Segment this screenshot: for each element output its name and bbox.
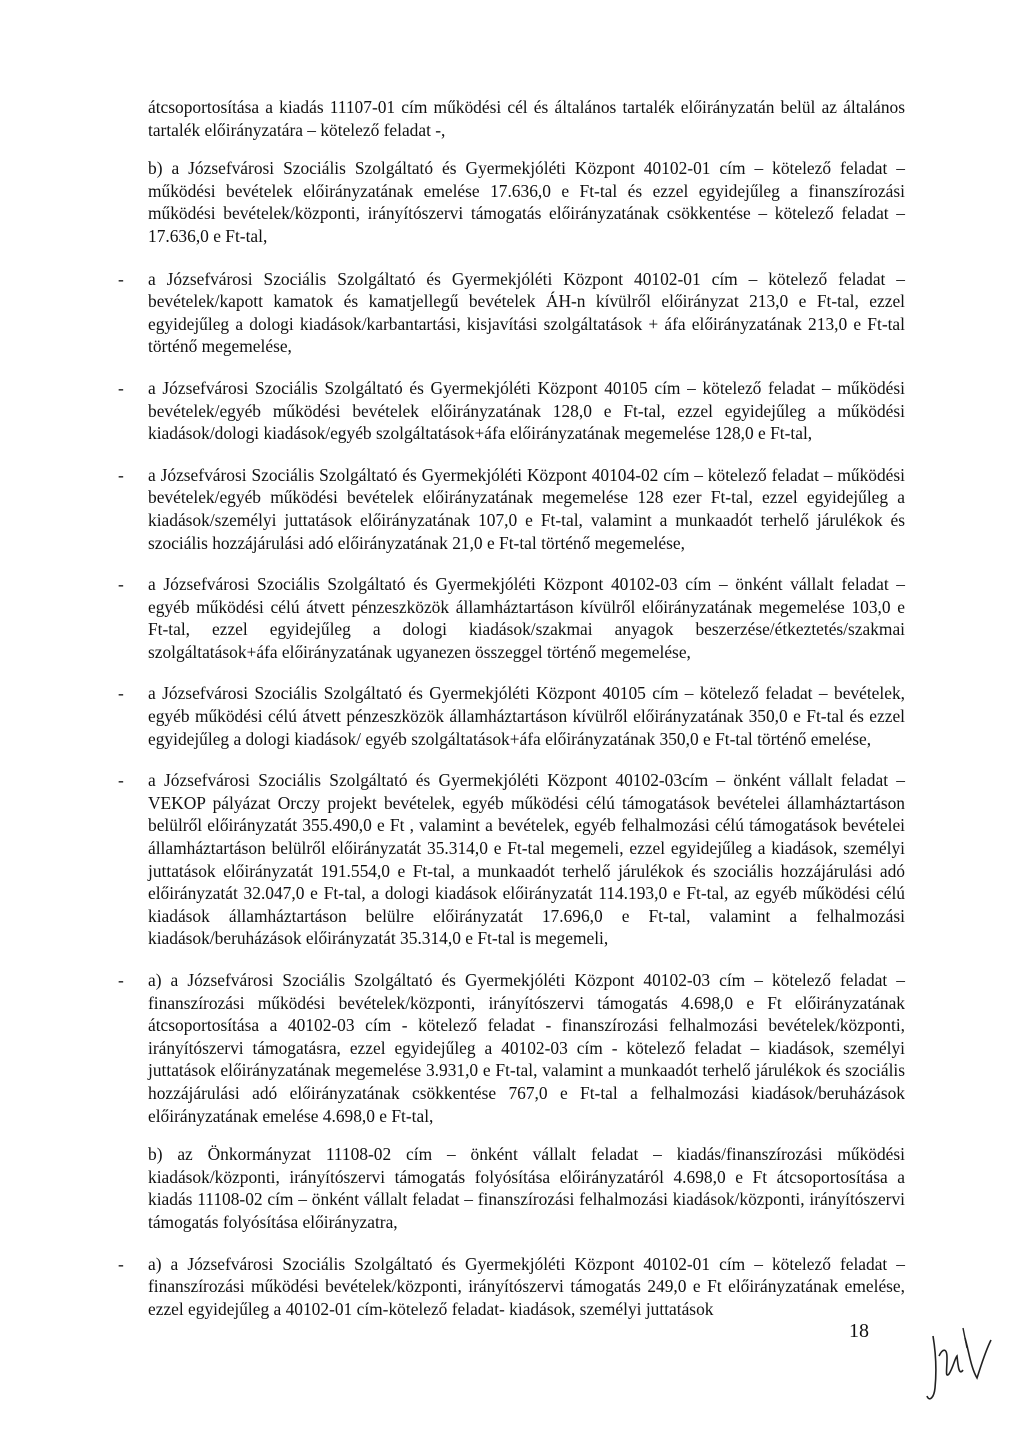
list-dash: - xyxy=(118,1253,124,1274)
list-item-text: a) a Józsefvárosi Szociális Szolgáltató és Gyermekjóléti Központ 40102-01 cím – kötelező feladat –finanszírozási működési bevételek/központi, irányítószervi támogatás 249,0 e Ft előirányzatának emelése, ezzel egyidejűleg a 40102-01 cím-kötelező feladat- kiadások, személyi juttatások xyxy=(148,1253,905,1319)
list-item-text: a Józsefvárosi Szociális Szolgáltató és Gyermekjóléti Központ 40105 cím – kötelező feladat – bevételek, egyéb működési célú átvett pénzeszközök államháztartáson kívülről előirányzatának 350,0 e Ft-tal és ezzel egyidejűleg a dologi kiadások/ egyéb szolgáltatások+áfa előirányzatának 350,0 e Ft-tal történő emelése, xyxy=(148,683,905,749)
list-item-text: a Józsefvárosi Szociális Szolgáltató és Gyermekjóléti Központ 40105 cím – kötelező feladat – működési bevételek/egyéb működési bevételek előirányzatának 128,0 e Ft-tal, ezzel egyidejűleg a működési kiadások/dologi kiadások/egyéb szolgáltatások+áfa előirányzatának megemelése 128,0 e Ft-tal, xyxy=(148,377,905,444)
list-dash: - xyxy=(118,268,124,289)
list-item-text: a) a Józsefvárosi Szociális Szolgáltató és Gyermekjóléti Központ 40102-03 cím – kötelező feladat –finanszírozási működési bevételek/központi, irányítószervi támogatás 4.698,0 e Ft előirányzatának átcsoportosítása a 40102-03 cím - kötelező feladat - finanszírozási felhalmozási bevételek/központi, irányítószervi támogatásra, ezzel egyidejűleg a 40102-03 cím - kötelező feladat – kiadások, személyi juttatások előirányzatának megemelése 3.931,0 e Ft-tal, valamint a munkaadót terhelő járulékok és szociális hozzájárulási adó előirányzatának csökkentése 767,0 e Ft-tal a felhalmozási kiadások/beruházások előirányzatának emelése 4.698,0 e Ft-tal, xyxy=(148,970,905,1126)
list-item xyxy=(118,682,905,750)
list-dash: - xyxy=(118,970,124,990)
list-item xyxy=(118,377,905,445)
list-item xyxy=(118,1253,905,1321)
list-item-text: a Józsefvárosi Szociális Szolgáltató és Gyermekjóléti Központ 40102-03 cím – önként vállalt feladat – egyéb működési célú átvett pénzeszközök államháztartáson kívülről előirányzatának megemelése 103,0 e Ft-tal, ezzel egyidejűleg a dologi kiadások/szakmai anyagok beszerzése/étkeztetés/szakmai szolgáltatások+áfa előirányzatának ugyanezen összeggel történő megemelése, xyxy=(148,574,905,662)
list-item-text: a Józsefvárosi Szociális Szolgáltató és Gyermekjóléti Központ 40104-02 cím – kötelező feladat – működési bevételek/egyéb működési bevételek előirányzatának megemelése 128 ezer Ft-tal, ezzel egyidejűleg a kiadások/személyi juttatások előirányzatának 107,0 e Ft-tal, valamint a munkaadót terhelő járulékok és szociális hozzájárulási adó előirányzatának 21,0 e Ft-tal történő megemelése, xyxy=(148,464,905,553)
list-dash: - xyxy=(118,377,124,398)
document-body xyxy=(118,96,905,1339)
list-dash: - xyxy=(118,770,124,791)
sub-paragraph-b: b) az Önkormányzat 11108-02 cím – önként vállalt feladat – kiadás/finanszírozási működési kiadások/központi, irányítószervi támogatás folyósítása előirányzatáról 4.698,0 e Ft átcsoportosítása a kiadás 11108-02 cím – önként vállalt feladat – finanszírozási felhalmozási kiadások/központi, irányítószervi támogatás folyósítása előirányzatra, xyxy=(148,1144,905,1232)
list-item xyxy=(118,769,905,950)
page-number: 18 xyxy=(849,1320,869,1342)
paragraph-intro: átcsoportosítása a kiadás 11107-01 cím működési cél és általános tartalék előirányzatán belül az általános tartalék előirányzatára – kötelező feladat -, xyxy=(148,97,905,140)
list-dash: - xyxy=(118,683,124,704)
signature-icon xyxy=(925,1318,1005,1413)
list-item-text: a Józsefvárosi Szociális Szolgáltató és Gyermekjóléti Központ 40102-03cím – önként vállalt feladat – VEKOP pályázat Orczy projekt bevételek, egyéb működési célú támogatások bevételei államháztartáson belülről előirányzatát 355.490,0 e Ft , valamint a bevételek, egyéb felhalmozási célú támogatások bevételei államháztartáson belülről előirányzatát 35.314,0 e Ft-tal megemeli, ezzel egyidejűleg a kiadások, személyi juttatások előirányzatát 191.554,0 e Ft-tal, a munkaadót terhelő járulékok és szociális hozzájárulási adó előirányzatát 32.047,0 e Ft-tal, a dologi kiadások előirányzatát 114.193,0 e Ft-tal, az egyéb működési célú kiadások államháztartáson belülre előirányzatát 17.696,0 e Ft-tal, valamint a felhalmozási kiadások/beruházások előirányzatát 35.314,0 e Ft-tal is megemeli, xyxy=(148,770,905,949)
list-dash: - xyxy=(118,574,124,595)
paragraph-b: b) a Józsefvárosi Szociális Szolgáltató és Gyermekjóléti Központ 40102-01 cím – kötelező feladat – működési bevételek előirányzatának emelése 17.636,0 e Ft-tal és ezzel egyidejűleg a finanszírozási működési bevételek/központi, irányítószervi támogatás előirányzatának csökkentése – kötelező feladat – 17.636,0 e Ft-tal, xyxy=(148,158,905,246)
list-item xyxy=(118,573,905,663)
list-item xyxy=(118,268,905,358)
list-item xyxy=(118,969,905,1127)
list-item xyxy=(118,464,905,554)
list-dash: - xyxy=(118,464,124,485)
list-item-text: a Józsefvárosi Szociális Szolgáltató és Gyermekjóléti Központ 40102-01 cím – kötelező feladat – bevételek/kapott kamatok és kamatjellegű bevételek ÁH-n kívülről előirányzat 213,0 e Ft-tal, ezzel egyidejűleg a dologi kiadások/karbantartási, kisjavítási szolgáltatások + áfa előirányzatának 213,0 e Ft-tal történő megemelése, xyxy=(148,268,905,357)
